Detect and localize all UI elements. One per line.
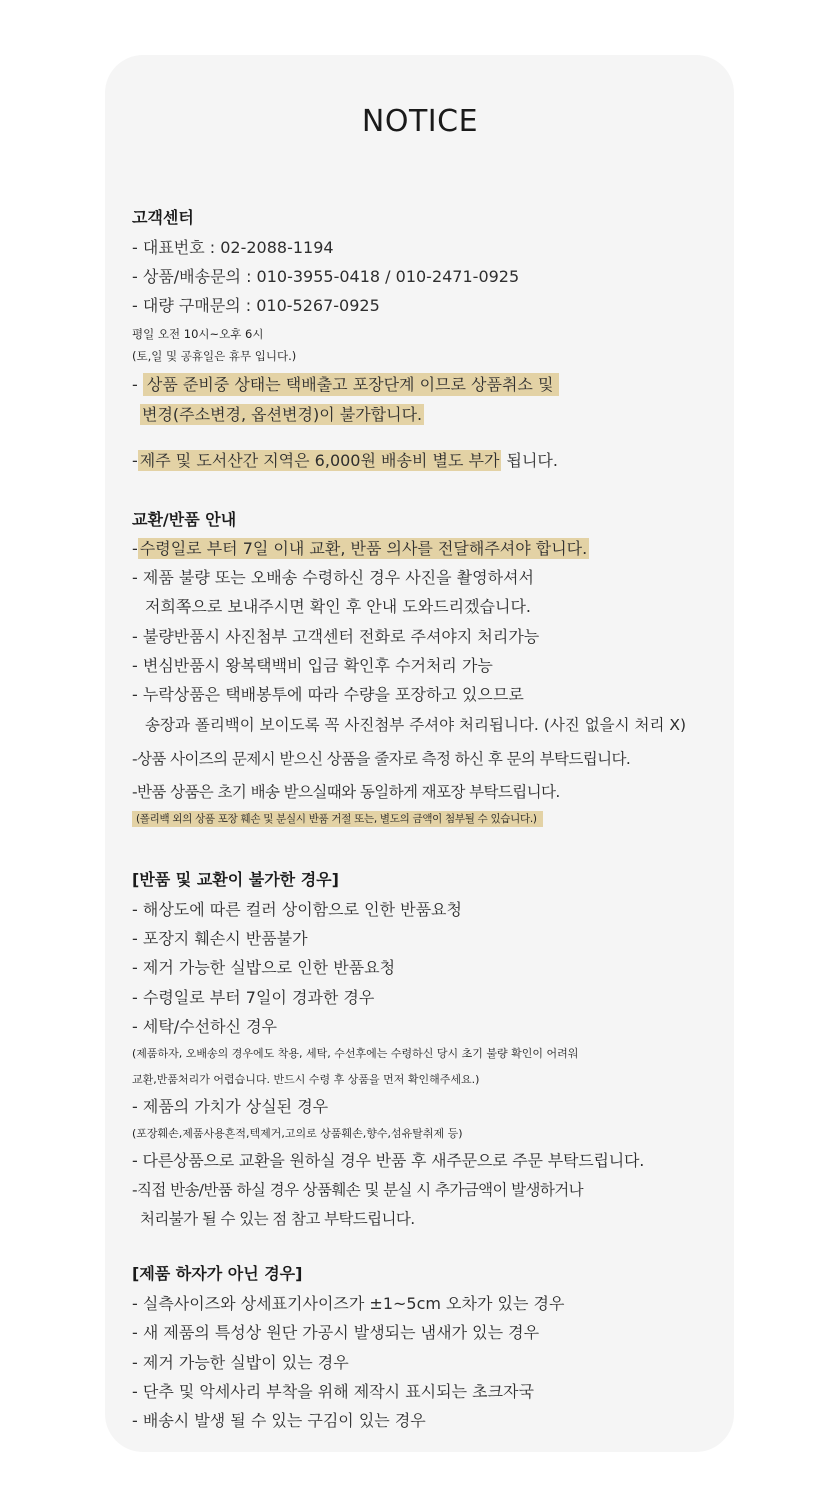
wash-note-1: (제품하자, 오배송의 경우에도 착용, 세탁, 수선후에는 수령하신 당시 초기 불량 확인이 어려워 — [132, 1047, 579, 1060]
page-title: NOTICE — [361, 104, 479, 139]
exchange-line1 — [132, 539, 589, 559]
dash: - — [132, 539, 138, 558]
exchange-note — [132, 812, 543, 827]
not-defect-item: - 새 제품의 특성상 원단 가공시 발생되는 냄새가 있는 경우 — [132, 1323, 540, 1342]
reorder-line: - 다른상품으로 교환을 원하실 경우 반품 후 새주문으로 주문 부탁드립니다. — [132, 1151, 645, 1170]
product-phone: - 상품/배송문의 : 010-3955-0418 / 010-2471-0925 — [132, 267, 520, 286]
cancel-notice-line1 — [132, 375, 559, 395]
highlight: 상품 준비중 상태는 택배출고 포장단계 이므로 상품취소 및 — [143, 373, 560, 396]
exchange-heading: 교환/반품 안내 — [132, 510, 237, 529]
value-note: (포장훼손,제품사용흔적,텍제거,고의로 상품훼손,향수,섬유탈취제 등) — [132, 1127, 463, 1140]
exchange-line2: - 제품 불량 또는 오배송 수령하신 경우 사진을 촬영하셔서 — [132, 568, 534, 587]
direct-return-line1: -직접 반송/반품 하실 경우 상품훼손 및 분실 시 추가금액이 발생하거나 — [132, 1181, 584, 1199]
dash: - — [132, 375, 138, 394]
highlight: (폴리백 외의 상품 포장 훼손 및 분실시 반품 거절 또는, 별도의 금액이 첨부될 수 있습니다.) — [132, 811, 543, 827]
exchange-line9: -반품 상품은 초기 배송 받으실때와 동일하게 재포장 부탁드립니다. — [132, 783, 560, 801]
jeju-suffix: 됩니다. — [506, 451, 558, 470]
exchange-line3: 저희쪽으로 보내주시면 확인 후 안내 도와드리겠습니다. — [145, 597, 532, 616]
main-phone: - 대표번호 : 02-2088-1194 — [132, 238, 334, 257]
exchange-line8: -상품 사이즈의 문제시 받으신 상품을 줄자로 측정 하신 후 문의 부탁드립니다. — [132, 750, 631, 768]
not-allowed-heading: [반품 및 교환이 불가한 경우] — [132, 870, 339, 889]
exchange-line7: 송장과 폴리백이 보이도록 꼭 사진첨부 주셔야 처리됩니다. (사진 없을시 처리 X) — [145, 716, 687, 734]
value-lost: - 제품의 가치가 상실된 경우 — [132, 1097, 329, 1116]
not-defect-item: - 배송시 발생 될 수 있는 구김이 있는 경우 — [132, 1411, 426, 1430]
not-allowed-item: - 세탁/수선하신 경우 — [132, 1017, 277, 1036]
not-defect-item: - 단추 및 악세사리 부착을 위해 제작시 표시되는 초크자국 — [132, 1382, 534, 1401]
not-defect-heading: [제품 하자가 아닌 경우] — [132, 1264, 303, 1283]
not-defect-item: - 실측사이즈와 상세표기사이즈가 ±1~5cm 오차가 있는 경우 — [132, 1294, 565, 1313]
exchange-line5: - 변심반품시 왕복택백비 입금 확인후 수거처리 가능 — [132, 656, 493, 675]
wash-note-2: 교환,반품처리가 어렵습니다. 반드시 수령 후 상품을 먼저 확인해주세요.) — [132, 1073, 480, 1086]
exchange-line4: - 불량반품시 사진첨부 고객센터 전화로 주셔야지 처리가능 — [132, 627, 540, 646]
highlight: 제주 및 도서산간 지역은 6,000원 배송비 별도 부가 — [139, 451, 500, 470]
not-allowed-item: - 포장지 훼손시 반품불가 — [132, 929, 308, 948]
not-allowed-item: - 해상도에 따른 컬러 상이함으로 인한 반품요청 — [132, 900, 462, 919]
highlight: 수령일로 부터 7일 이내 교환, 반품 의사를 전달해주셔야 합니다. — [139, 539, 588, 558]
not-allowed-item: - 수령일로 부터 7일이 경과한 경우 — [132, 988, 375, 1007]
dash: - — [132, 451, 138, 470]
not-allowed-item: - 제거 가능한 실밥으로 인한 반품요청 — [132, 958, 396, 977]
exchange-line6: - 누락상품은 택배봉투에 따라 수량을 포장하고 있으므로 — [132, 685, 524, 704]
not-defect-item: - 제거 가능한 실밥이 있는 경우 — [132, 1353, 349, 1372]
hours-text: 평일 오전 10시~오후 6시 — [132, 327, 264, 341]
highlight: 변경(주소변경, 옵션변경)이 불가합니다. — [142, 405, 423, 424]
jeju-notice — [132, 451, 558, 471]
direct-return-line2: 처리불가 될 수 있는 점 참고 부탁드립니다. — [140, 1210, 415, 1228]
holiday-text: (토,일 및 공휴일은 휴무 입니다.) — [132, 349, 297, 363]
bulk-phone: - 대량 구매문의 : 010-5267-0925 — [132, 296, 380, 315]
cancel-notice-line2 — [140, 405, 424, 425]
cs-heading: 고객센터 — [132, 208, 194, 227]
